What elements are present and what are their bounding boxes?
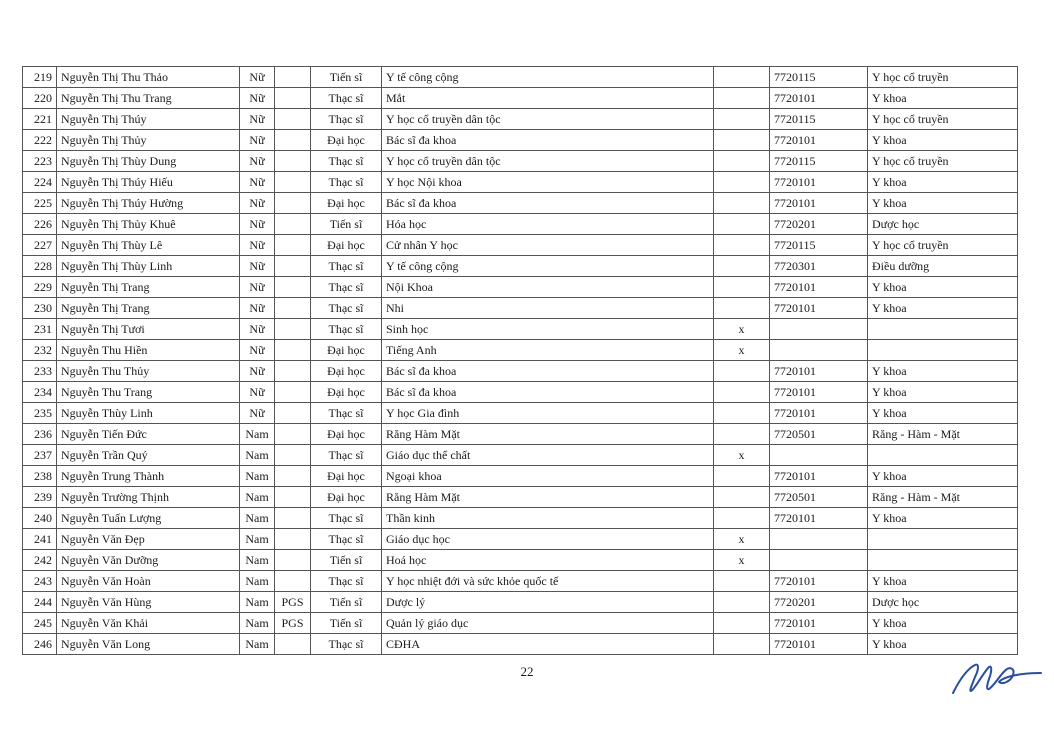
program-code-cell: 7720101: [770, 88, 868, 109]
flag-cell: [714, 424, 770, 445]
academic-title-cell: [275, 634, 311, 655]
row-number: 227: [23, 235, 57, 256]
gender-cell: Nam: [240, 529, 275, 550]
row-number: 230: [23, 298, 57, 319]
degree-cell: Tiến sĩ: [311, 613, 382, 634]
staff-name: Nguyễn Văn Long: [57, 634, 240, 655]
staff-name: Nguyễn Thị Tươi: [57, 319, 240, 340]
major-cell: Y học Nội khoa: [382, 172, 714, 193]
row-number: 243: [23, 571, 57, 592]
flag-cell: [714, 361, 770, 382]
table-row: [23, 319, 1018, 340]
staff-name: Nguyễn Thị Thùy Dung: [57, 151, 240, 172]
program-name-cell: Y khoa: [868, 193, 1018, 214]
degree-cell: Thạc sĩ: [311, 298, 382, 319]
staff-name: Nguyễn Văn Dưỡng: [57, 550, 240, 571]
program-name-cell: Y khoa: [868, 466, 1018, 487]
academic-title-cell: [275, 487, 311, 508]
table-row: [23, 298, 1018, 319]
gender-cell: Nữ: [240, 340, 275, 361]
program-code-cell: 7720101: [770, 466, 868, 487]
degree-cell: Thạc sĩ: [311, 277, 382, 298]
program-code-cell: 7720101: [770, 613, 868, 634]
table-row: [23, 88, 1018, 109]
table-row: [23, 529, 1018, 550]
academic-title-cell: [275, 88, 311, 109]
program-code-cell: 7720101: [770, 298, 868, 319]
program-name-cell: Y học cổ truyền: [868, 151, 1018, 172]
academic-title-cell: [275, 172, 311, 193]
major-cell: Bác sĩ đa khoa: [382, 130, 714, 151]
gender-cell: Nam: [240, 424, 275, 445]
staff-name: Nguyễn Tuấn Lượng: [57, 508, 240, 529]
table-row: [23, 592, 1018, 613]
major-cell: Cử nhân Y học: [382, 235, 714, 256]
program-name-cell: Răng - Hàm - Mặt: [868, 487, 1018, 508]
staff-name: Nguyễn Văn Hùng: [57, 592, 240, 613]
row-number: 221: [23, 109, 57, 130]
flag-cell: [714, 88, 770, 109]
table-row: [23, 613, 1018, 634]
gender-cell: Nam: [240, 508, 275, 529]
major-cell: Quản lý giáo dục: [382, 613, 714, 634]
major-cell: Y tế công cộng: [382, 67, 714, 88]
gender-cell: Nữ: [240, 256, 275, 277]
major-cell: Mắt: [382, 88, 714, 109]
flag-cell: [714, 67, 770, 88]
staff-name: Nguyễn Thị Thu Trang: [57, 88, 240, 109]
row-number: 220: [23, 88, 57, 109]
flag-cell: [714, 151, 770, 172]
staff-name: Nguyễn Thị Thúy Hường: [57, 193, 240, 214]
table-row: [23, 130, 1018, 151]
academic-title-cell: [275, 214, 311, 235]
major-cell: Thần kinh: [382, 508, 714, 529]
program-name-cell: Điều dưỡng: [868, 256, 1018, 277]
major-cell: Nội Khoa: [382, 277, 714, 298]
table-row: [23, 361, 1018, 382]
row-number: 229: [23, 277, 57, 298]
gender-cell: Nữ: [240, 382, 275, 403]
table-row: [23, 193, 1018, 214]
degree-cell: Thạc sĩ: [311, 634, 382, 655]
program-name-cell: Y học cổ truyền: [868, 235, 1018, 256]
staff-name: Nguyễn Thị Thu Thảo: [57, 67, 240, 88]
gender-cell: Nam: [240, 592, 275, 613]
staff-table-body: [23, 67, 1018, 655]
staff-name: Nguyễn Thu Trang: [57, 382, 240, 403]
academic-title-cell: [275, 424, 311, 445]
program-code-cell: 7720101: [770, 571, 868, 592]
row-number: 237: [23, 445, 57, 466]
major-cell: Y tế công cộng: [382, 256, 714, 277]
flag-cell: [714, 298, 770, 319]
academic-title-cell: [275, 256, 311, 277]
flag-cell: [714, 487, 770, 508]
program-name-cell: Y khoa: [868, 403, 1018, 424]
gender-cell: Nam: [240, 487, 275, 508]
academic-title-cell: [275, 403, 311, 424]
major-cell: Răng Hàm Mặt: [382, 424, 714, 445]
table-row: [23, 634, 1018, 655]
program-name-cell: Răng - Hàm - Mặt: [868, 424, 1018, 445]
row-number: 239: [23, 487, 57, 508]
major-cell: Y học cổ truyền dân tộc: [382, 109, 714, 130]
program-code-cell: [770, 340, 868, 361]
major-cell: Ngoại khoa: [382, 466, 714, 487]
staff-name: Nguyễn Trường Thịnh: [57, 487, 240, 508]
gender-cell: Nữ: [240, 88, 275, 109]
row-number: 223: [23, 151, 57, 172]
major-cell: Hoá học: [382, 550, 714, 571]
program-name-cell: Y học cổ truyền: [868, 67, 1018, 88]
program-name-cell: [868, 529, 1018, 550]
program-name-cell: Y khoa: [868, 382, 1018, 403]
staff-name: Nguyễn Thị Trang: [57, 298, 240, 319]
row-number: 225: [23, 193, 57, 214]
row-number: 224: [23, 172, 57, 193]
table-row: [23, 172, 1018, 193]
flag-cell: x: [714, 445, 770, 466]
staff-name: Nguyễn Văn Khải: [57, 613, 240, 634]
program-code-cell: 7720101: [770, 361, 868, 382]
gender-cell: Nữ: [240, 403, 275, 424]
staff-name: Nguyễn Trần Quý: [57, 445, 240, 466]
degree-cell: Tiến sĩ: [311, 214, 382, 235]
program-code-cell: 7720101: [770, 382, 868, 403]
program-code-cell: 7720115: [770, 235, 868, 256]
program-name-cell: Y khoa: [868, 172, 1018, 193]
major-cell: Y học cổ truyền dân tộc: [382, 151, 714, 172]
flag-cell: x: [714, 319, 770, 340]
degree-cell: Đại học: [311, 487, 382, 508]
degree-cell: Thạc sĩ: [311, 445, 382, 466]
program-code-cell: 7720115: [770, 109, 868, 130]
staff-name: Nguyễn Thu Hiền: [57, 340, 240, 361]
program-name-cell: Y học cổ truyền: [868, 109, 1018, 130]
gender-cell: Nữ: [240, 277, 275, 298]
program-code-cell: [770, 319, 868, 340]
row-number: 244: [23, 592, 57, 613]
program-name-cell: Y khoa: [868, 634, 1018, 655]
gender-cell: Nam: [240, 571, 275, 592]
flag-cell: x: [714, 550, 770, 571]
degree-cell: Thạc sĩ: [311, 172, 382, 193]
table-row: [23, 571, 1018, 592]
major-cell: Y học Gia đình: [382, 403, 714, 424]
table-row: [23, 340, 1018, 361]
major-cell: Giáo dục học: [382, 529, 714, 550]
staff-name: Nguyễn Tiến Đức: [57, 424, 240, 445]
major-cell: Nhi: [382, 298, 714, 319]
flag-cell: [714, 382, 770, 403]
major-cell: Giáo dục thể chất: [382, 445, 714, 466]
table-row: [23, 403, 1018, 424]
degree-cell: Đại học: [311, 340, 382, 361]
academic-title-cell: PGS: [275, 592, 311, 613]
program-code-cell: 7720101: [770, 634, 868, 655]
row-number: 219: [23, 67, 57, 88]
major-cell: Hóa học: [382, 214, 714, 235]
program-code-cell: [770, 445, 868, 466]
signature-mark: [945, 655, 1045, 700]
gender-cell: Nữ: [240, 235, 275, 256]
program-code-cell: 7720101: [770, 277, 868, 298]
program-name-cell: Dược học: [868, 592, 1018, 613]
flag-cell: [714, 130, 770, 151]
degree-cell: Tiến sĩ: [311, 592, 382, 613]
table-row: [23, 235, 1018, 256]
row-number: 222: [23, 130, 57, 151]
program-name-cell: [868, 550, 1018, 571]
row-number: 233: [23, 361, 57, 382]
flag-cell: [714, 571, 770, 592]
program-name-cell: Y khoa: [868, 298, 1018, 319]
staff-name: Nguyễn Thu Thủy: [57, 361, 240, 382]
program-name-cell: Dược học: [868, 214, 1018, 235]
program-code-cell: 7720501: [770, 487, 868, 508]
row-number: 231: [23, 319, 57, 340]
major-cell: Răng Hàm Mặt: [382, 487, 714, 508]
program-name-cell: [868, 445, 1018, 466]
program-name-cell: Y khoa: [868, 361, 1018, 382]
degree-cell: Thạc sĩ: [311, 319, 382, 340]
program-name-cell: [868, 319, 1018, 340]
page-number: 22: [520, 664, 534, 679]
flag-cell: [714, 172, 770, 193]
degree-cell: Thạc sĩ: [311, 109, 382, 130]
table-row: [23, 67, 1018, 88]
academic-title-cell: [275, 151, 311, 172]
row-number: 228: [23, 256, 57, 277]
academic-title-cell: [275, 361, 311, 382]
flag-cell: [714, 634, 770, 655]
academic-title-cell: [275, 235, 311, 256]
staff-name: Nguyễn Văn Đẹp: [57, 529, 240, 550]
degree-cell: Thạc sĩ: [311, 151, 382, 172]
degree-cell: Tiến sĩ: [311, 67, 382, 88]
staff-name: Nguyễn Thị Thủy: [57, 130, 240, 151]
major-cell: Tiếng Anh: [382, 340, 714, 361]
table-row: [23, 508, 1018, 529]
row-number: 235: [23, 403, 57, 424]
table-row: [23, 151, 1018, 172]
gender-cell: Nam: [240, 466, 275, 487]
staff-name: Nguyễn Thị Thùy Linh: [57, 256, 240, 277]
degree-cell: Đại học: [311, 130, 382, 151]
program-code-cell: 7720101: [770, 130, 868, 151]
staff-name: Nguyễn Thùy Linh: [57, 403, 240, 424]
row-number: 242: [23, 550, 57, 571]
academic-title-cell: [275, 445, 311, 466]
degree-cell: Thạc sĩ: [311, 529, 382, 550]
program-name-cell: Y khoa: [868, 130, 1018, 151]
major-cell: CĐHA: [382, 634, 714, 655]
table-row: [23, 550, 1018, 571]
degree-cell: Thạc sĩ: [311, 403, 382, 424]
flag-cell: [714, 235, 770, 256]
staff-name: Nguyễn Thị Thúy Hiếu: [57, 172, 240, 193]
program-code-cell: 7720101: [770, 172, 868, 193]
staff-name: Nguyễn Thị Trang: [57, 277, 240, 298]
gender-cell: Nữ: [240, 319, 275, 340]
table-row: [23, 424, 1018, 445]
flag-cell: x: [714, 529, 770, 550]
row-number: 240: [23, 508, 57, 529]
program-code-cell: 7720201: [770, 592, 868, 613]
gender-cell: Nữ: [240, 109, 275, 130]
degree-cell: Đại học: [311, 424, 382, 445]
gender-cell: Nam: [240, 613, 275, 634]
academic-title-cell: [275, 340, 311, 361]
academic-title-cell: [275, 508, 311, 529]
table-row: [23, 256, 1018, 277]
gender-cell: Nữ: [240, 298, 275, 319]
gender-cell: Nam: [240, 634, 275, 655]
degree-cell: Đại học: [311, 361, 382, 382]
gender-cell: Nữ: [240, 172, 275, 193]
degree-cell: Đại học: [311, 382, 382, 403]
program-code-cell: 7720201: [770, 214, 868, 235]
degree-cell: Thạc sĩ: [311, 88, 382, 109]
row-number: 234: [23, 382, 57, 403]
academic-title-cell: [275, 277, 311, 298]
flag-cell: [714, 214, 770, 235]
program-code-cell: [770, 529, 868, 550]
row-number: 238: [23, 466, 57, 487]
program-code-cell: [770, 550, 868, 571]
table-row: [23, 487, 1018, 508]
academic-title-cell: PGS: [275, 613, 311, 634]
gender-cell: Nam: [240, 550, 275, 571]
program-code-cell: 7720115: [770, 151, 868, 172]
table-row: [23, 466, 1018, 487]
degree-cell: Đại học: [311, 466, 382, 487]
flag-cell: [714, 256, 770, 277]
program-code-cell: 7720115: [770, 67, 868, 88]
major-cell: Y học nhiệt đới và sức khỏe quốc tế: [382, 571, 714, 592]
major-cell: Dược lý: [382, 592, 714, 613]
staff-name: Nguyễn Thị Thùy Lê: [57, 235, 240, 256]
program-name-cell: [868, 340, 1018, 361]
gender-cell: Nữ: [240, 130, 275, 151]
academic-title-cell: [275, 130, 311, 151]
academic-title-cell: [275, 571, 311, 592]
table-row: [23, 382, 1018, 403]
flag-cell: [714, 109, 770, 130]
gender-cell: Nữ: [240, 151, 275, 172]
table-row: [23, 109, 1018, 130]
program-name-cell: Y khoa: [868, 571, 1018, 592]
academic-title-cell: [275, 550, 311, 571]
degree-cell: Thạc sĩ: [311, 571, 382, 592]
academic-title-cell: [275, 466, 311, 487]
gender-cell: Nữ: [240, 214, 275, 235]
academic-title-cell: [275, 193, 311, 214]
flag-cell: [714, 466, 770, 487]
program-name-cell: Y khoa: [868, 508, 1018, 529]
staff-name: Nguyễn Văn Hoàn: [57, 571, 240, 592]
program-code-cell: 7720101: [770, 193, 868, 214]
degree-cell: Tiến sĩ: [311, 550, 382, 571]
row-number: 226: [23, 214, 57, 235]
flag-cell: [714, 403, 770, 424]
staff-table: [22, 66, 1018, 655]
staff-name: Nguyễn Trung Thành: [57, 466, 240, 487]
gender-cell: Nữ: [240, 193, 275, 214]
academic-title-cell: [275, 382, 311, 403]
major-cell: Bác sĩ đa khoa: [382, 382, 714, 403]
row-number: 236: [23, 424, 57, 445]
flag-cell: x: [714, 340, 770, 361]
row-number: 241: [23, 529, 57, 550]
academic-title-cell: [275, 298, 311, 319]
major-cell: Bác sĩ đa khoa: [382, 193, 714, 214]
flag-cell: [714, 592, 770, 613]
program-code-cell: 7720501: [770, 424, 868, 445]
program-code-cell: 7720101: [770, 508, 868, 529]
row-number: 246: [23, 634, 57, 655]
flag-cell: [714, 508, 770, 529]
flag-cell: [714, 613, 770, 634]
degree-cell: Thạc sĩ: [311, 508, 382, 529]
row-number: 232: [23, 340, 57, 361]
degree-cell: Thạc sĩ: [311, 256, 382, 277]
staff-name: Nguyễn Thị Thúy: [57, 109, 240, 130]
academic-title-cell: [275, 319, 311, 340]
degree-cell: Đại học: [311, 193, 382, 214]
table-row: [23, 214, 1018, 235]
program-code-cell: 7720301: [770, 256, 868, 277]
flag-cell: [714, 193, 770, 214]
table-row: [23, 445, 1018, 466]
row-number: 245: [23, 613, 57, 634]
academic-title-cell: [275, 529, 311, 550]
flag-cell: [714, 277, 770, 298]
staff-name: Nguyễn Thị Thủy Khuê: [57, 214, 240, 235]
program-name-cell: Y khoa: [868, 613, 1018, 634]
gender-cell: Nam: [240, 445, 275, 466]
academic-title-cell: [275, 109, 311, 130]
academic-title-cell: [275, 67, 311, 88]
degree-cell: Đại học: [311, 235, 382, 256]
gender-cell: Nữ: [240, 67, 275, 88]
major-cell: Bác sĩ đa khoa: [382, 361, 714, 382]
program-name-cell: Y khoa: [868, 88, 1018, 109]
gender-cell: Nữ: [240, 361, 275, 382]
program-code-cell: 7720101: [770, 403, 868, 424]
table-row: [23, 277, 1018, 298]
major-cell: Sinh học: [382, 319, 714, 340]
program-name-cell: Y khoa: [868, 277, 1018, 298]
